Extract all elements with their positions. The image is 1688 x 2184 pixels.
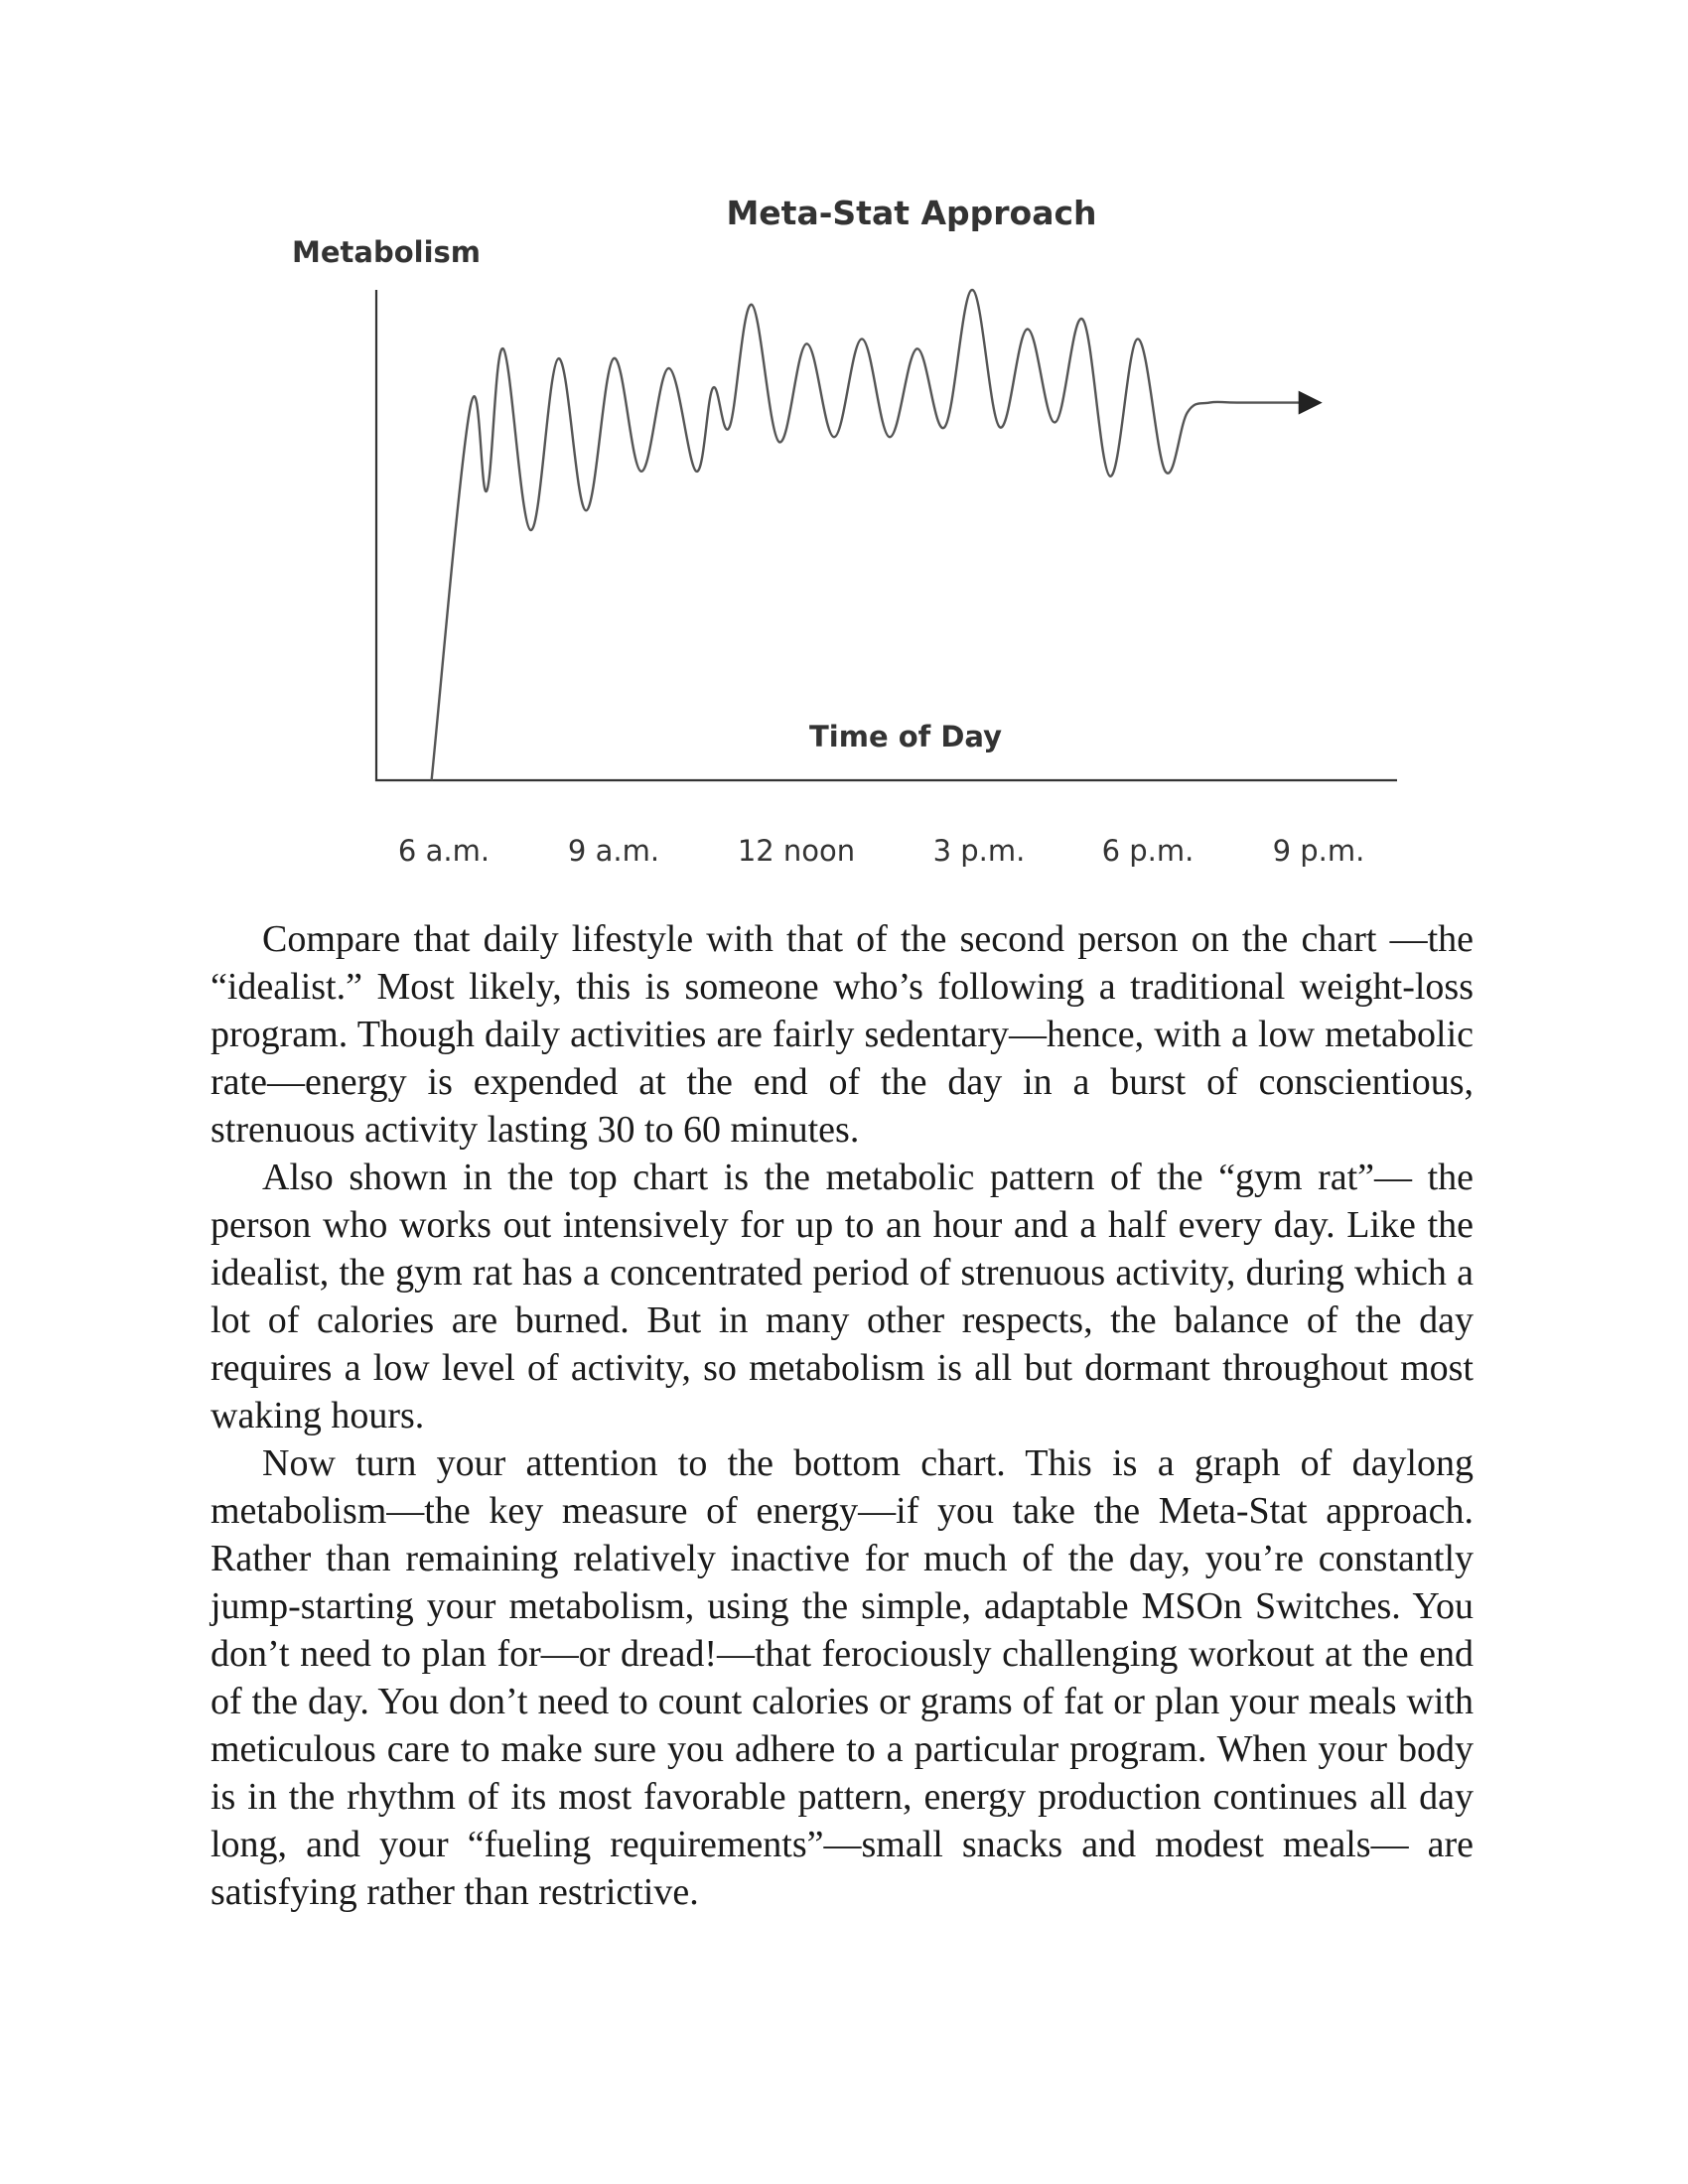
metabolism-chart (0, 0, 1688, 893)
y-axis-label: Metabolism (292, 235, 482, 269)
paragraph-1: Compare that daily lifestyle with that of the second person on the chart —the “idealist.” Most likely, this is someone who’s following a traditional weight-loss program. Though daily activities are fairly sedentary—hence, with a low metabolic rate—energy is expended at the end of the day in a burst of conscientious, strenuous activity lasting 30 to 60 minutes. (211, 918, 1474, 1151)
paragraph-3: Now turn your attention to the bottom chart. This is a graph of daylong metabolism—the key measure of energy—if you take the Meta-Stat approach. Rather than remaining relatively inactive for much of the day, you’re constantly jump-starting your metabolism, using the simple, adaptable MSOn Switches. You don’t need to plan for—or dread!—that ferociously challenging workout at the end of the day. You don’t need to count calories or grams of fat or plan your meals with meticulous care to make sure you adhere to a particular program. When your body is in the rhythm of its most favorable pattern, energy production continues all day long, and your “fueling requirements”—small snacks and modest meals— are satisfying rather than restrictive. (211, 1442, 1474, 1913)
x-tick-label: 9 p.m. (1272, 834, 1365, 868)
paragraph-2: Also shown in the top chart is the metabolic pattern of the “gym rat”— the person who works out intensively for up to an hour and a half every day. Like the idealist, the gym rat has a concentrated period of strenuous activity, during which a lot of calories are burned. But in many other respects, the balance of the day requires a low level of activity, so metabolism is all but dormant throughout most waking hours. (211, 1157, 1474, 1436)
x-tick-label: 9 a.m. (567, 834, 660, 868)
series-line (432, 290, 1304, 780)
x-axis-label: Time of Day (809, 720, 1002, 753)
chart-title: Meta-Stat Approach (726, 194, 1097, 232)
body-text (211, 915, 1474, 1916)
x-tick-label: 6 a.m. (397, 834, 491, 868)
x-tick-label: 12 noon (737, 834, 856, 868)
x-tick-label: 3 p.m. (932, 834, 1026, 868)
x-tick-labels (398, 834, 1364, 868)
chart-axes (376, 290, 1397, 780)
x-tick-label: 6 p.m. (1101, 834, 1195, 868)
